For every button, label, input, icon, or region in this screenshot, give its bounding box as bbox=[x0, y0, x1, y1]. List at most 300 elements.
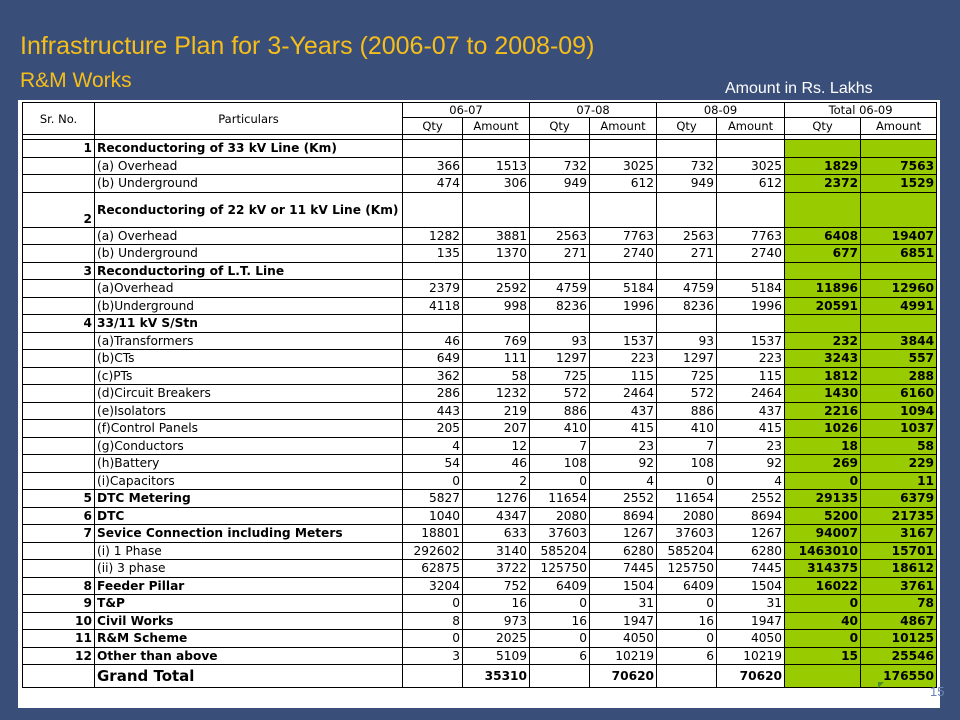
table-row bbox=[23, 560, 937, 578]
sr-no-cell bbox=[23, 350, 95, 368]
amount-cell bbox=[590, 192, 657, 227]
qty-cell: 572 bbox=[657, 385, 717, 403]
qty-cell: 6408 bbox=[785, 227, 861, 245]
particulars-cell: (c)PTs bbox=[95, 367, 403, 385]
amount-cell: 3025 bbox=[717, 157, 785, 175]
amount-cell: 10219 bbox=[590, 647, 657, 665]
sr-no-cell bbox=[23, 437, 95, 455]
table-row bbox=[23, 507, 937, 525]
qty-cell: 2216 bbox=[785, 402, 861, 420]
amount-cell: 3881 bbox=[463, 227, 530, 245]
qty-cell bbox=[785, 192, 861, 227]
slide-title: Infrastructure Plan for 3-Years (2006-07 to 2008-09) bbox=[20, 32, 595, 60]
sr-no-cell bbox=[23, 455, 95, 473]
sr-no-cell bbox=[23, 542, 95, 560]
qty-cell: 15 bbox=[785, 647, 861, 665]
qty-cell: 572 bbox=[530, 385, 590, 403]
qty-cell: 6 bbox=[657, 647, 717, 665]
amount-cell: 2740 bbox=[717, 245, 785, 263]
amount-cell: 1276 bbox=[463, 490, 530, 508]
grand-total-amount-cell: 70620 bbox=[717, 665, 785, 688]
qty-cell: 725 bbox=[657, 367, 717, 385]
qty-cell bbox=[657, 192, 717, 227]
amount-cell: 1504 bbox=[590, 577, 657, 595]
grand-total-qty-cell bbox=[785, 665, 861, 688]
amount-cell: 7763 bbox=[590, 227, 657, 245]
amount-cell: 7445 bbox=[717, 560, 785, 578]
particulars-cell: (i)Capacitors bbox=[95, 472, 403, 490]
sr-no-cell: 7 bbox=[23, 525, 95, 543]
amount-cell: 1947 bbox=[590, 612, 657, 630]
qty-cell: 8236 bbox=[530, 297, 590, 315]
amount-cell: 16 bbox=[463, 595, 530, 613]
qty-cell: 1463010 bbox=[785, 542, 861, 560]
particulars-cell: (i) 1 Phase bbox=[95, 542, 403, 560]
qty-cell: 2379 bbox=[403, 280, 463, 298]
amount-cell: 437 bbox=[590, 402, 657, 420]
amount-cell: 2025 bbox=[463, 630, 530, 648]
amount-cell bbox=[717, 140, 785, 158]
qty-cell: 125750 bbox=[657, 560, 717, 578]
amount-cell: 21735 bbox=[861, 507, 937, 525]
particulars-cell: (a)Transformers bbox=[95, 332, 403, 350]
qty-cell: 7 bbox=[657, 437, 717, 455]
qty-cell: 366 bbox=[403, 157, 463, 175]
qty-cell: 271 bbox=[530, 245, 590, 263]
qty-cell: 108 bbox=[657, 455, 717, 473]
table-row bbox=[23, 157, 937, 175]
sr-no-cell: 12 bbox=[23, 647, 95, 665]
qty-cell: 0 bbox=[657, 595, 717, 613]
header-particulars: Particulars bbox=[95, 103, 403, 135]
sr-no-cell: 8 bbox=[23, 577, 95, 595]
amount-cell: 4347 bbox=[463, 507, 530, 525]
qty-cell: 732 bbox=[657, 157, 717, 175]
table-row bbox=[23, 192, 937, 227]
amount-cell: 612 bbox=[717, 175, 785, 193]
amount-cell: 3722 bbox=[463, 560, 530, 578]
amount-cell: 1504 bbox=[717, 577, 785, 595]
table-row bbox=[23, 472, 937, 490]
qty-cell: 11896 bbox=[785, 280, 861, 298]
amount-cell: 415 bbox=[590, 420, 657, 438]
qty-cell: 3 bbox=[403, 647, 463, 665]
table-row bbox=[23, 595, 937, 613]
amount-cell bbox=[861, 262, 937, 280]
qty-cell: 1040 bbox=[403, 507, 463, 525]
amount-cell: 58 bbox=[463, 367, 530, 385]
qty-cell: 443 bbox=[403, 402, 463, 420]
amount-cell bbox=[717, 315, 785, 333]
amount-cell: 1094 bbox=[861, 402, 937, 420]
amount-cell: 998 bbox=[463, 297, 530, 315]
particulars-cell: (b) Underground bbox=[95, 245, 403, 263]
amount-cell bbox=[590, 315, 657, 333]
qty-cell: 1282 bbox=[403, 227, 463, 245]
grand-total-amount-cell: 176550 bbox=[861, 665, 937, 688]
particulars-cell: (g)Conductors bbox=[95, 437, 403, 455]
qty-cell: 40 bbox=[785, 612, 861, 630]
qty-cell bbox=[657, 140, 717, 158]
qty-cell: 11654 bbox=[530, 490, 590, 508]
amount-cell: 1267 bbox=[590, 525, 657, 543]
particulars-cell: R&M Scheme bbox=[95, 630, 403, 648]
sr-no-cell bbox=[23, 367, 95, 385]
amount-cell: 1037 bbox=[861, 420, 937, 438]
amount-cell: 10219 bbox=[717, 647, 785, 665]
header-amount: Amount bbox=[590, 118, 657, 135]
qty-cell: 1297 bbox=[657, 350, 717, 368]
particulars-cell: 33/11 kV S/Stn bbox=[95, 315, 403, 333]
table-row bbox=[23, 455, 937, 473]
qty-cell bbox=[403, 140, 463, 158]
qty-cell: 5200 bbox=[785, 507, 861, 525]
qty-cell: 18 bbox=[785, 437, 861, 455]
qty-cell: 1026 bbox=[785, 420, 861, 438]
particulars-cell: (b)CTs bbox=[95, 350, 403, 368]
qty-cell: 29135 bbox=[785, 490, 861, 508]
amount-cell: 115 bbox=[717, 367, 785, 385]
qty-cell: 20591 bbox=[785, 297, 861, 315]
particulars-cell: (e)Isolators bbox=[95, 402, 403, 420]
amount-cell: 1537 bbox=[717, 332, 785, 350]
qty-cell: 4 bbox=[403, 437, 463, 455]
particulars-cell: (a) Overhead bbox=[95, 157, 403, 175]
qty-cell bbox=[657, 262, 717, 280]
header-period: 07-08 bbox=[530, 103, 657, 118]
sr-no-cell bbox=[23, 280, 95, 298]
amount-cell: 1232 bbox=[463, 385, 530, 403]
qty-cell bbox=[403, 262, 463, 280]
amount-cell: 207 bbox=[463, 420, 530, 438]
qty-cell: 886 bbox=[657, 402, 717, 420]
spreadsheet-table-area bbox=[18, 100, 940, 708]
amount-cell: 7563 bbox=[861, 157, 937, 175]
amount-cell: 8694 bbox=[717, 507, 785, 525]
amount-cell: 23 bbox=[717, 437, 785, 455]
amount-cell: 25546 bbox=[861, 647, 937, 665]
sr-no-cell: 3 bbox=[23, 262, 95, 280]
sr-no-cell: 10 bbox=[23, 612, 95, 630]
qty-cell: 8 bbox=[403, 612, 463, 630]
header-amount: Amount bbox=[861, 118, 937, 135]
qty-cell: 677 bbox=[785, 245, 861, 263]
qty-cell: 8236 bbox=[657, 297, 717, 315]
amount-cell: 229 bbox=[861, 455, 937, 473]
sr-no-cell bbox=[23, 297, 95, 315]
qty-cell: 6409 bbox=[657, 577, 717, 595]
particulars-cell: (h)Battery bbox=[95, 455, 403, 473]
table-row bbox=[23, 525, 937, 543]
sr-no-cell bbox=[23, 175, 95, 193]
amount-cell: 2740 bbox=[590, 245, 657, 263]
qty-cell: 1829 bbox=[785, 157, 861, 175]
amount-cell: 5184 bbox=[717, 280, 785, 298]
qty-cell: 2080 bbox=[657, 507, 717, 525]
sr-no-cell: 11 bbox=[23, 630, 95, 648]
amount-cell bbox=[463, 315, 530, 333]
amount-cell: 3844 bbox=[861, 332, 937, 350]
qty-cell: 16 bbox=[657, 612, 717, 630]
amount-cell: 31 bbox=[590, 595, 657, 613]
qty-cell: 232 bbox=[785, 332, 861, 350]
header-qty: Qty bbox=[530, 118, 590, 135]
qty-cell: 585204 bbox=[530, 542, 590, 560]
amount-cell: 111 bbox=[463, 350, 530, 368]
qty-cell: 949 bbox=[657, 175, 717, 193]
table-row bbox=[23, 367, 937, 385]
qty-cell: 205 bbox=[403, 420, 463, 438]
amount-cell: 1529 bbox=[861, 175, 937, 193]
qty-cell: 2563 bbox=[530, 227, 590, 245]
sr-no-cell bbox=[23, 420, 95, 438]
qty-cell: 4118 bbox=[403, 297, 463, 315]
amount-cell: 437 bbox=[717, 402, 785, 420]
qty-cell: 125750 bbox=[530, 560, 590, 578]
grand-total-amount-cell: 35310 bbox=[463, 665, 530, 688]
amount-unit-note: Amount in Rs. Lakhs bbox=[725, 80, 873, 97]
qty-cell: 18801 bbox=[403, 525, 463, 543]
header-period: 06-07 bbox=[403, 103, 530, 118]
qty-cell: 585204 bbox=[657, 542, 717, 560]
amount-cell: 6280 bbox=[590, 542, 657, 560]
qty-cell: 286 bbox=[403, 385, 463, 403]
qty-cell: 16 bbox=[530, 612, 590, 630]
qty-cell: 0 bbox=[657, 630, 717, 648]
table-row bbox=[23, 140, 937, 158]
qty-cell: 0 bbox=[785, 595, 861, 613]
amount-cell: 288 bbox=[861, 367, 937, 385]
amount-cell: 633 bbox=[463, 525, 530, 543]
header-qty: Qty bbox=[657, 118, 717, 135]
particulars-cell: (a)Overhead bbox=[95, 280, 403, 298]
qty-cell: 271 bbox=[657, 245, 717, 263]
table-row bbox=[23, 630, 937, 648]
sr-no-cell bbox=[23, 385, 95, 403]
qty-cell: 4759 bbox=[657, 280, 717, 298]
particulars-cell: Reconductoring of 22 kV or 11 kV Line (Km) bbox=[95, 192, 403, 227]
amount-cell: 115 bbox=[590, 367, 657, 385]
table-row bbox=[23, 490, 937, 508]
qty-cell: 2563 bbox=[657, 227, 717, 245]
amount-cell: 3140 bbox=[463, 542, 530, 560]
table-row bbox=[23, 227, 937, 245]
qty-cell: 6409 bbox=[530, 577, 590, 595]
particulars-cell: Feeder Pillar bbox=[95, 577, 403, 595]
qty-cell: 54 bbox=[403, 455, 463, 473]
amount-cell: 219 bbox=[463, 402, 530, 420]
amount-cell: 58 bbox=[861, 437, 937, 455]
table-row bbox=[23, 175, 937, 193]
qty-cell bbox=[785, 262, 861, 280]
slide-subtitle: R&M Works bbox=[20, 69, 132, 92]
grand-total-qty-cell bbox=[530, 665, 590, 688]
qty-cell: 108 bbox=[530, 455, 590, 473]
amount-cell: 2592 bbox=[463, 280, 530, 298]
sr-no-cell: 4 bbox=[23, 315, 95, 333]
amount-cell: 557 bbox=[861, 350, 937, 368]
amount-cell: 18612 bbox=[861, 560, 937, 578]
header-period-total: Total 06-09 bbox=[785, 103, 937, 118]
particulars-cell: T&P bbox=[95, 595, 403, 613]
amount-cell: 1996 bbox=[590, 297, 657, 315]
amount-cell: 2552 bbox=[590, 490, 657, 508]
amount-cell bbox=[861, 192, 937, 227]
qty-cell: 0 bbox=[403, 472, 463, 490]
qty-cell: 410 bbox=[657, 420, 717, 438]
grand-total-amount-cell: 70620 bbox=[590, 665, 657, 688]
amount-cell: 306 bbox=[463, 175, 530, 193]
amount-cell: 6280 bbox=[717, 542, 785, 560]
amount-cell: 7763 bbox=[717, 227, 785, 245]
amount-cell: 23 bbox=[590, 437, 657, 455]
qty-cell: 649 bbox=[403, 350, 463, 368]
amount-cell: 769 bbox=[463, 332, 530, 350]
amount-cell: 46 bbox=[463, 455, 530, 473]
qty-cell bbox=[785, 140, 861, 158]
particulars-cell: (ii) 3 phase bbox=[95, 560, 403, 578]
amount-cell: 2464 bbox=[717, 385, 785, 403]
amount-cell: 3025 bbox=[590, 157, 657, 175]
table-row bbox=[23, 350, 937, 368]
amount-cell: 3167 bbox=[861, 525, 937, 543]
amount-cell: 4991 bbox=[861, 297, 937, 315]
qty-cell: 0 bbox=[530, 472, 590, 490]
amount-cell: 12960 bbox=[861, 280, 937, 298]
amount-cell: 223 bbox=[590, 350, 657, 368]
amount-cell: 4050 bbox=[717, 630, 785, 648]
header-period: 08-09 bbox=[657, 103, 785, 118]
amount-cell bbox=[861, 315, 937, 333]
table-row bbox=[23, 315, 937, 333]
sr-no-cell: 6 bbox=[23, 507, 95, 525]
sr-no-cell bbox=[23, 332, 95, 350]
particulars-cell: Other than above bbox=[95, 647, 403, 665]
amount-cell bbox=[463, 262, 530, 280]
qty-cell: 11654 bbox=[657, 490, 717, 508]
amount-cell: 4867 bbox=[861, 612, 937, 630]
header-qty: Qty bbox=[785, 118, 861, 135]
qty-cell: 314375 bbox=[785, 560, 861, 578]
amount-cell: 5109 bbox=[463, 647, 530, 665]
table-row bbox=[23, 297, 937, 315]
qty-cell: 362 bbox=[403, 367, 463, 385]
amount-cell: 6160 bbox=[861, 385, 937, 403]
amount-cell: 11 bbox=[861, 472, 937, 490]
qty-cell: 886 bbox=[530, 402, 590, 420]
amount-cell bbox=[590, 140, 657, 158]
qty-cell: 0 bbox=[785, 472, 861, 490]
qty-cell: 725 bbox=[530, 367, 590, 385]
qty-cell: 135 bbox=[403, 245, 463, 263]
header-amount: Amount bbox=[717, 118, 785, 135]
qty-cell: 37603 bbox=[657, 525, 717, 543]
table-row bbox=[23, 262, 937, 280]
sr-no-cell bbox=[23, 560, 95, 578]
particulars-cell: (b) Underground bbox=[95, 175, 403, 193]
amount-cell: 6851 bbox=[861, 245, 937, 263]
amount-cell: 92 bbox=[590, 455, 657, 473]
amount-cell: 4050 bbox=[590, 630, 657, 648]
qty-cell: 16022 bbox=[785, 577, 861, 595]
amount-cell bbox=[861, 140, 937, 158]
grand-total-row bbox=[23, 665, 937, 688]
qty-cell: 0 bbox=[530, 595, 590, 613]
amount-cell: 612 bbox=[590, 175, 657, 193]
sr-no-cell: 1 bbox=[23, 140, 95, 158]
amount-cell: 415 bbox=[717, 420, 785, 438]
qty-cell bbox=[530, 192, 590, 227]
qty-cell: 6 bbox=[530, 647, 590, 665]
particulars-cell: Civil Works bbox=[95, 612, 403, 630]
amount-cell: 31 bbox=[717, 595, 785, 613]
grand-total-qty-cell bbox=[403, 665, 463, 688]
sr-no-cell: 5 bbox=[23, 490, 95, 508]
amount-cell: 2552 bbox=[717, 490, 785, 508]
qty-cell bbox=[530, 140, 590, 158]
amount-cell: 12 bbox=[463, 437, 530, 455]
qty-cell: 37603 bbox=[530, 525, 590, 543]
table-row bbox=[23, 647, 937, 665]
qty-cell: 292602 bbox=[403, 542, 463, 560]
particulars-cell: (b)Underground bbox=[95, 297, 403, 315]
amount-cell: 1267 bbox=[717, 525, 785, 543]
qty-cell: 269 bbox=[785, 455, 861, 473]
amount-cell bbox=[463, 192, 530, 227]
qty-cell bbox=[403, 315, 463, 333]
amount-cell: 223 bbox=[717, 350, 785, 368]
qty-cell: 3243 bbox=[785, 350, 861, 368]
particulars-cell: (f)Control Panels bbox=[95, 420, 403, 438]
amount-cell bbox=[463, 140, 530, 158]
sr-no-cell bbox=[23, 227, 95, 245]
amount-cell: 1537 bbox=[590, 332, 657, 350]
header-row-periods bbox=[23, 103, 937, 118]
qty-cell: 0 bbox=[530, 630, 590, 648]
sr-no-cell bbox=[23, 157, 95, 175]
qty-cell: 93 bbox=[657, 332, 717, 350]
qty-cell: 0 bbox=[785, 630, 861, 648]
table-row bbox=[23, 420, 937, 438]
sr-no-cell bbox=[23, 402, 95, 420]
qty-cell: 410 bbox=[530, 420, 590, 438]
header-amount: Amount bbox=[463, 118, 530, 135]
qty-cell bbox=[530, 262, 590, 280]
amount-cell: 15701 bbox=[861, 542, 937, 560]
header-qty: Qty bbox=[403, 118, 463, 135]
qty-cell: 949 bbox=[530, 175, 590, 193]
particulars-cell: Reconductoring of L.T. Line bbox=[95, 262, 403, 280]
amount-cell: 6379 bbox=[861, 490, 937, 508]
particulars-cell: Sevice Connection including Meters bbox=[95, 525, 403, 543]
sr-no-cell bbox=[23, 665, 95, 688]
sr-no-cell: 9 bbox=[23, 595, 95, 613]
qty-cell: 0 bbox=[403, 595, 463, 613]
table-row bbox=[23, 245, 937, 263]
amount-cell: 5184 bbox=[590, 280, 657, 298]
qty-cell bbox=[403, 192, 463, 227]
amount-cell: 8694 bbox=[590, 507, 657, 525]
amount-cell: 2 bbox=[463, 472, 530, 490]
particulars-cell: DTC bbox=[95, 507, 403, 525]
table-body bbox=[23, 135, 937, 688]
amount-cell: 78 bbox=[861, 595, 937, 613]
amount-cell: 7445 bbox=[590, 560, 657, 578]
amount-cell: 1947 bbox=[717, 612, 785, 630]
amount-cell: 19407 bbox=[861, 227, 937, 245]
qty-cell: 2080 bbox=[530, 507, 590, 525]
sr-no-cell: 2 bbox=[23, 192, 95, 227]
